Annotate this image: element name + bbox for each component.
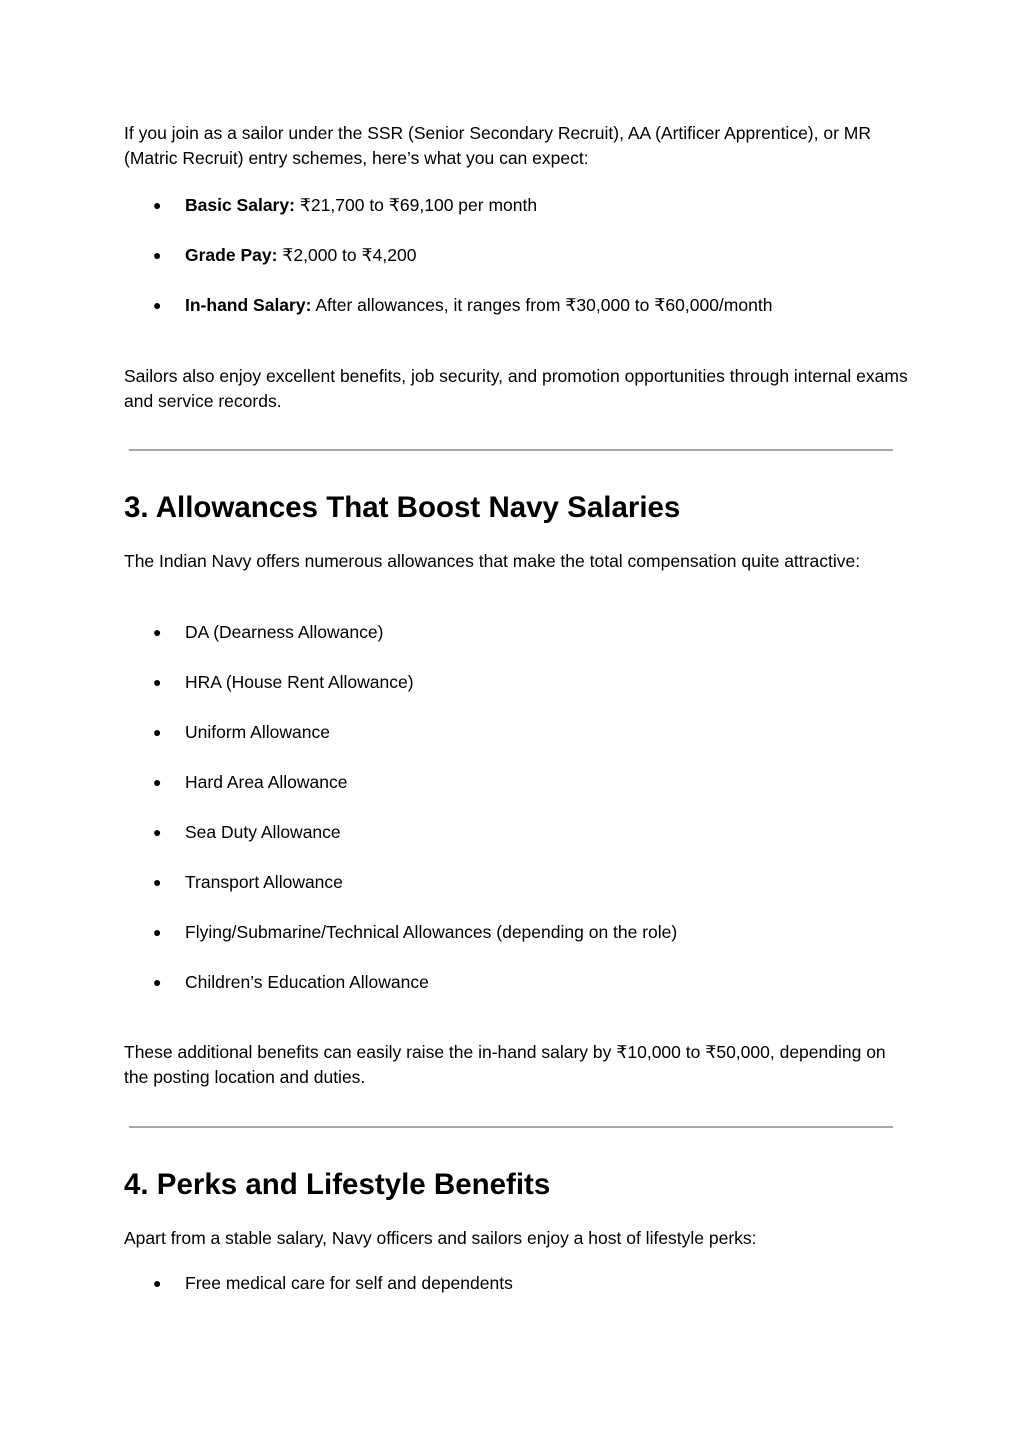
- allowances-intro: The Indian Navy offers numerous allowances that make the total compensation quite attractive:: [124, 551, 861, 571]
- item-text: ₹21,700 to ₹69,100 per month: [294, 195, 538, 215]
- item-text: Sea Duty Allowance: [185, 822, 341, 842]
- list-item: [153, 243, 416, 268]
- bullet-icon: ●: [153, 924, 162, 940]
- bullet-icon: ●: [153, 674, 162, 690]
- item-text: ₹2,000 to ₹4,200: [277, 245, 417, 265]
- horizontal-divider: [129, 1126, 893, 1128]
- list-item: [153, 720, 330, 745]
- item-label: Grade Pay:: [185, 245, 278, 265]
- list-item: [153, 870, 343, 895]
- bullet-icon: ●: [153, 974, 162, 990]
- bullet-icon: ●: [153, 724, 162, 740]
- list-item: [153, 770, 347, 795]
- bullet-icon: ●: [153, 774, 162, 790]
- list-item: [153, 920, 677, 945]
- allowances-outro: These additional benefits can easily raise the in-hand salary by ₹10,000 to ₹50,000, depending on the posting location and duties.: [124, 1042, 886, 1087]
- item-text: Transport Allowance: [185, 872, 343, 892]
- item-text: HRA (House Rent Allowance): [185, 672, 414, 692]
- item-text: Uniform Allowance: [185, 722, 330, 742]
- item-text: Flying/Submarine/Technical Allowances (depending on the role): [185, 922, 678, 942]
- bullet-icon: ●: [153, 624, 162, 640]
- bullet-icon: ●: [153, 874, 162, 890]
- item-label: Basic Salary:: [185, 195, 295, 215]
- item-text: Free medical care for self and dependents: [185, 1273, 513, 1293]
- bullet-icon: ●: [153, 297, 162, 313]
- bullet-icon: ●: [153, 824, 162, 840]
- horizontal-divider: [129, 449, 893, 451]
- item-text: After allowances, it ranges from ₹30,000 to ₹60,000/month: [311, 295, 773, 315]
- list-item: [153, 620, 383, 645]
- list-item: [153, 970, 429, 995]
- list-item: [153, 670, 414, 695]
- list-item: [153, 820, 341, 845]
- item-label: In-hand Salary:: [185, 295, 312, 315]
- section-heading-perks: 4. Perks and Lifestyle Benefits: [124, 1168, 551, 1201]
- item-text: Children’s Education Allowance: [185, 972, 429, 992]
- section-heading-allowances: 3. Allowances That Boost Navy Salaries: [124, 491, 681, 524]
- sailor-salary-intro: If you join as a sailor under the SSR (Senior Secondary Recruit), AA (Artificer Apprentice), or MR (Matric Recruit) entry schemes, here’s what you can expect:: [124, 123, 871, 168]
- list-item: [153, 293, 772, 318]
- perks-intro: Apart from a stable salary, Navy officers and sailors enjoy a host of lifestyle perks:: [124, 1228, 757, 1248]
- bullet-icon: ●: [153, 197, 162, 213]
- bullet-icon: ●: [153, 1275, 162, 1291]
- bullet-icon: ●: [153, 247, 162, 263]
- list-item: [153, 193, 537, 218]
- item-text: DA (Dearness Allowance): [185, 622, 384, 642]
- list-item: [153, 1271, 513, 1296]
- sailor-benefits-paragraph: Sailors also enjoy excellent benefits, job security, and promotion opportunities through internal exams and service records.: [124, 366, 908, 411]
- item-text: Hard Area Allowance: [185, 772, 348, 792]
